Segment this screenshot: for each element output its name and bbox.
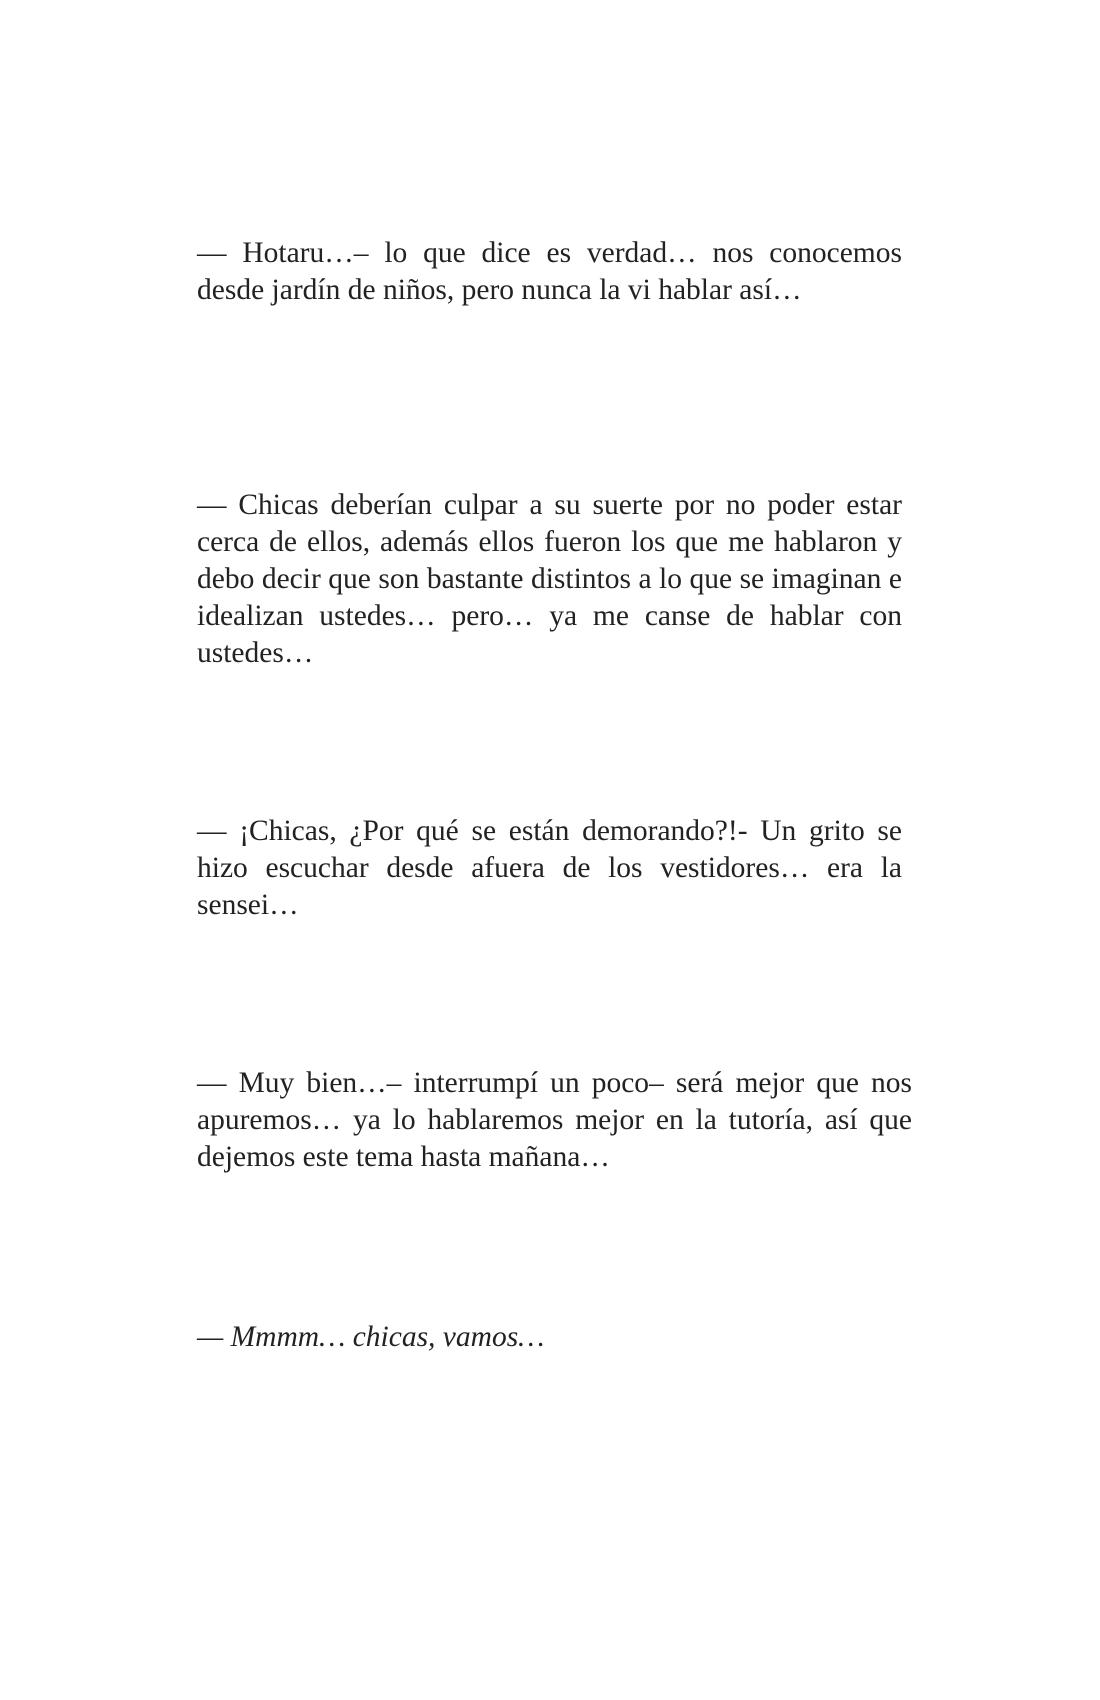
paragraph-3: — ¡Chicas, ¿Por qué se están demorando?!- Un grito se hizo escuchar desde afuera de los vestidores… era la sensei… [197,815,902,921]
paragraph-2: — Chicas deberían culpar a su suerte por no poder estar cerca de ellos, además ellos fueron los que me hablaron y debo decir que son bastante distintos a lo que se imaginan e idealizan ustedes… pero… ya me canse de hablar con ustedes… [197,489,902,669]
paragraph-1: — Hotaru…– lo que dice es verdad… nos conocemos desde jardín de niños, pero nunca la vi hablar así… [197,237,902,306]
paragraph-5-italic: — Mmmm… chicas, vamos… [197,1321,545,1353]
paragraph-4: — Muy bien…– interrumpí un poco– será mejor que nos apuremos… ya lo hablaremos mejor en la tutoría, así que dejemos este tema hasta mañana… [197,1067,912,1173]
